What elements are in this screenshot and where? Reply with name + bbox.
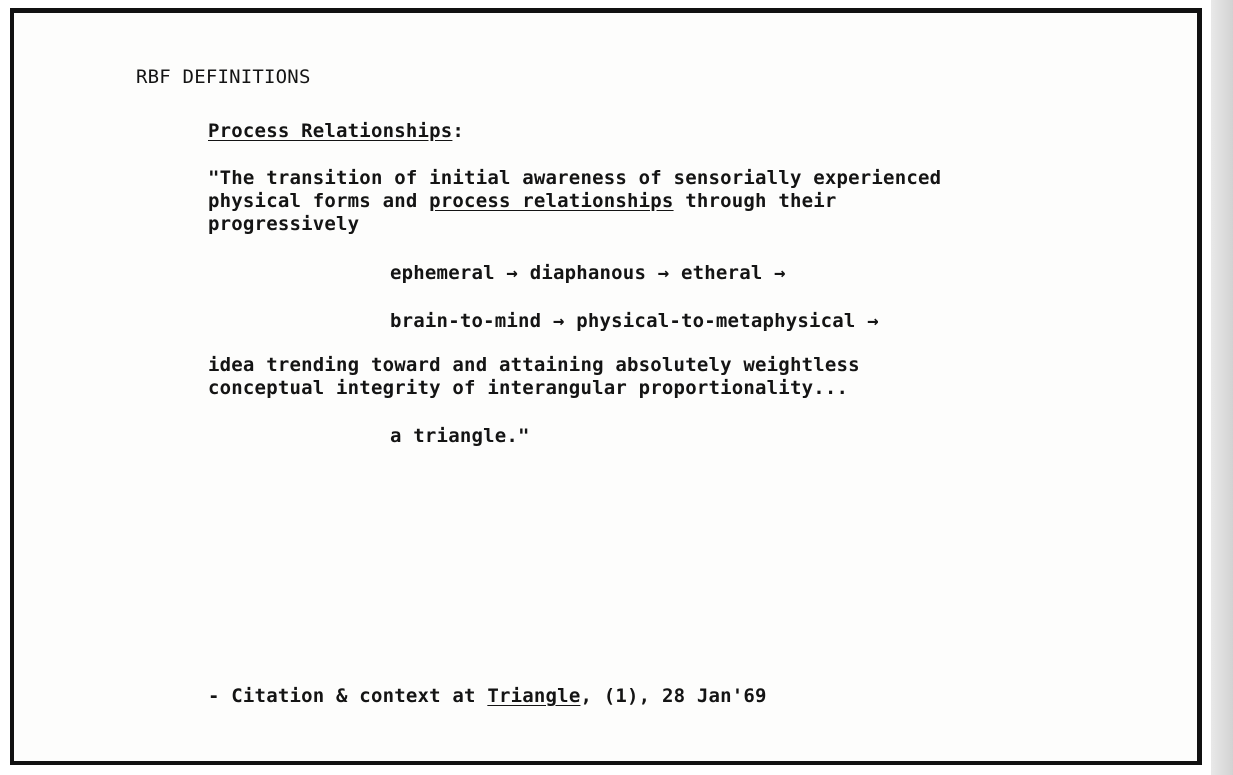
term-label: Process Relationships (208, 120, 453, 142)
progression-row-2 (390, 309, 879, 333)
progression-etheral: etheral (681, 262, 763, 284)
quote-line-2 (208, 189, 837, 213)
progression-diaphanous: diaphanous (529, 262, 647, 284)
quote-line-4: idea trending toward and attaining absolutely weightless (208, 354, 860, 376)
triangle-link[interactable]: Triangle (487, 685, 581, 707)
arrow-icon: → (657, 262, 670, 284)
arrow-icon: → (867, 310, 879, 332)
progression-ephemeral: ephemeral (390, 262, 495, 284)
citation-line (208, 684, 767, 708)
process-relationships-link[interactable]: process relationships (429, 190, 674, 212)
quote-end: a triangle." (390, 425, 530, 447)
quote-line-3: progressively (208, 213, 360, 235)
progression-physical-to-metaphysical: physical-to-metaphysical (576, 310, 856, 332)
definition-card (10, 8, 1202, 765)
page-title: RBF DEFINITIONS (136, 66, 311, 88)
quote-line-5: conceptual integrity of interangular proportionality... (208, 377, 849, 399)
arrow-icon: → (506, 262, 519, 284)
term-colon: : (452, 120, 465, 142)
term-heading (208, 119, 464, 143)
progression-brain-to-mind: brain-to-mind (390, 310, 542, 332)
citation-suffix: , (1), 28 Jan'69 (580, 685, 767, 707)
quote-line-2-start: physical forms and (208, 190, 430, 212)
citation-prefix: - Citation & context at (208, 685, 488, 707)
arrow-icon: → (774, 262, 786, 284)
quote-line-1: "The transition of initial awareness of sensorially experienced (208, 167, 942, 189)
quote-line-2-end: through their (673, 190, 837, 212)
page-shadow-edge (1211, 0, 1233, 775)
progression-row-1 (390, 261, 786, 285)
arrow-icon: → (552, 310, 565, 332)
